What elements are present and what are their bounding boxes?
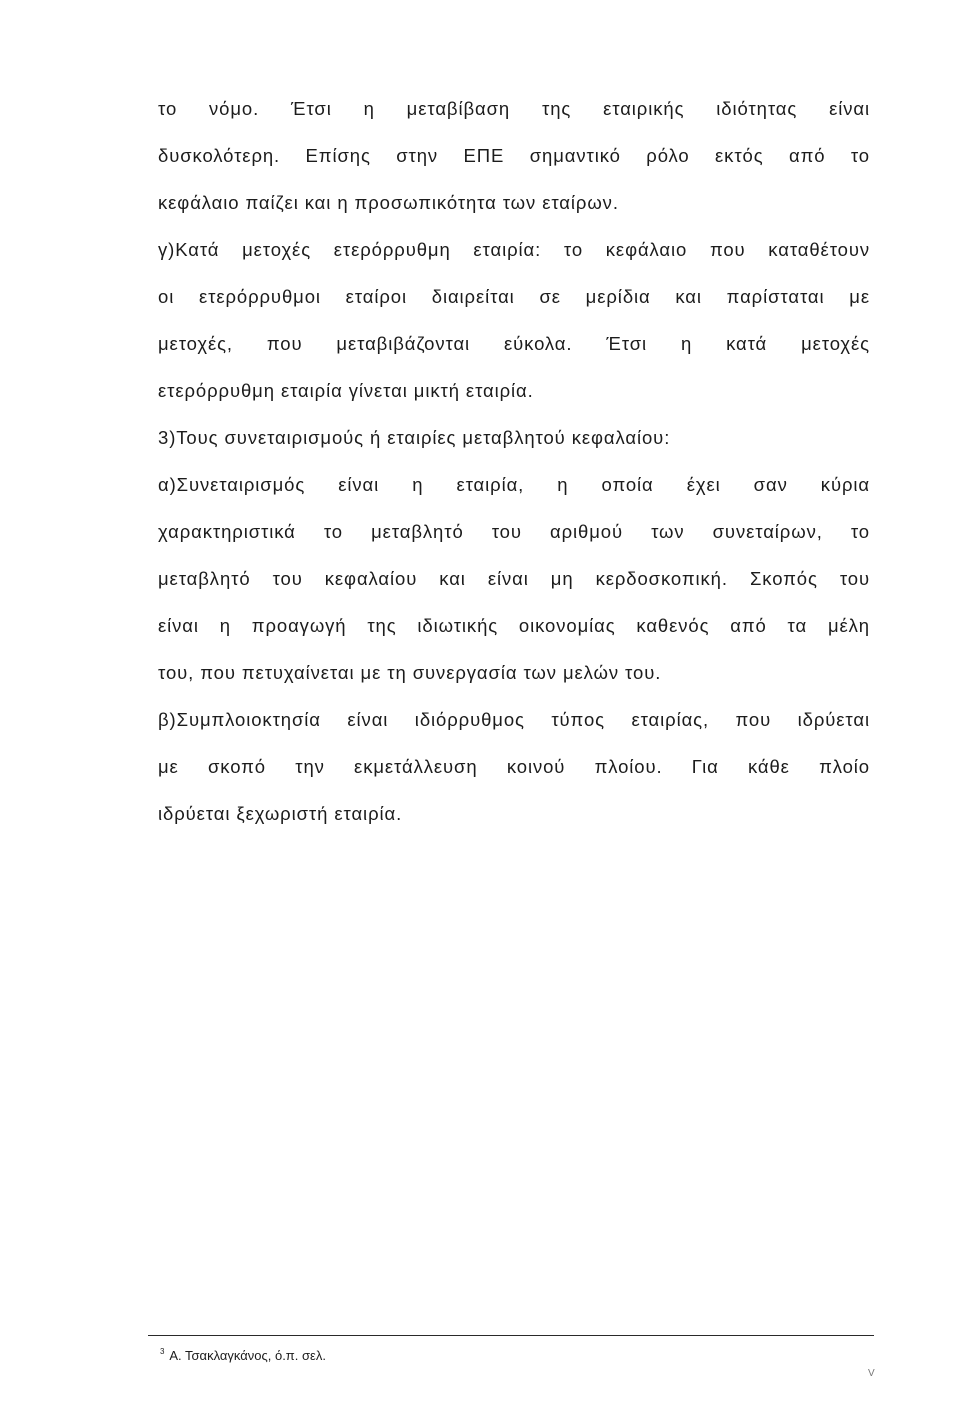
text-line: δυσκολότερη. Επίσης στην ΕΠΕ σημαντικό ρόλο εκτός από το <box>158 145 870 166</box>
body-text <box>158 88 870 840</box>
text-line: οι ετερόρρυθμοι εταίροι διαιρείται σε μερίδια και παρίσταται με <box>158 286 870 307</box>
text-line: β)Συμπλοιοκτησία είναι ιδιόρρυθμος τύπος εταιρίας, που ιδρύεται <box>158 709 870 730</box>
text-line: α)Συνεταιρισμός είναι η εταιρία, η οποία έχει σαν κύρια <box>158 474 870 495</box>
footnote-divider <box>148 1335 874 1336</box>
text-line: γ)Κατά μετοχές ετερόρρυθμη εταιρία: το κεφάλαιο που καταθέτουν <box>158 239 870 260</box>
footnote-marker: 3 <box>160 1347 165 1356</box>
text-line: ετερόρρυθμη εταιρία γίνεται μικτή εταιρία. <box>158 380 534 401</box>
text-line: χαρακτηριστικά το μεταβλητό του αριθμού των συνεταίρων, το <box>158 521 870 542</box>
text-line: το νόμο. Έτσι η μεταβίβαση της εταιρικής ιδιότητας είναι <box>158 98 870 119</box>
footnote <box>160 1347 326 1363</box>
page-mark: V <box>868 1368 875 1379</box>
text-line: μετοχές, που μεταβιβάζονται εύκολα. Έτσι η κατά μετοχές <box>158 333 870 354</box>
text-line: 3)Τους συνεταιρισμούς ή εταιρίες μεταβλητού κεφαλαίου: <box>158 427 671 448</box>
text-line: του, που πετυχαίνεται με τη συνεργασία των μελών του. <box>158 662 662 683</box>
text-line: είναι η προαγωγή της ιδιωτικής οικονομίας καθενός από τα μέλη <box>158 615 870 636</box>
footnote-text: Α. Τσακλαγκάνος, ό.π. σελ. <box>169 1348 326 1363</box>
text-line: κεφάλαιο παίζει και η προσωπικότητα των εταίρων. <box>158 192 619 213</box>
text-line: μεταβλητό του κεφαλαίου και είναι μη κερδοσκοπική. Σκοπός του <box>158 568 870 589</box>
text-line: ιδρύεται ξεχωριστή εταιρία. <box>158 803 403 824</box>
text-line: με σκοπό την εκμετάλλευση κοινού πλοίου. Για κάθε πλοίο <box>158 756 870 777</box>
